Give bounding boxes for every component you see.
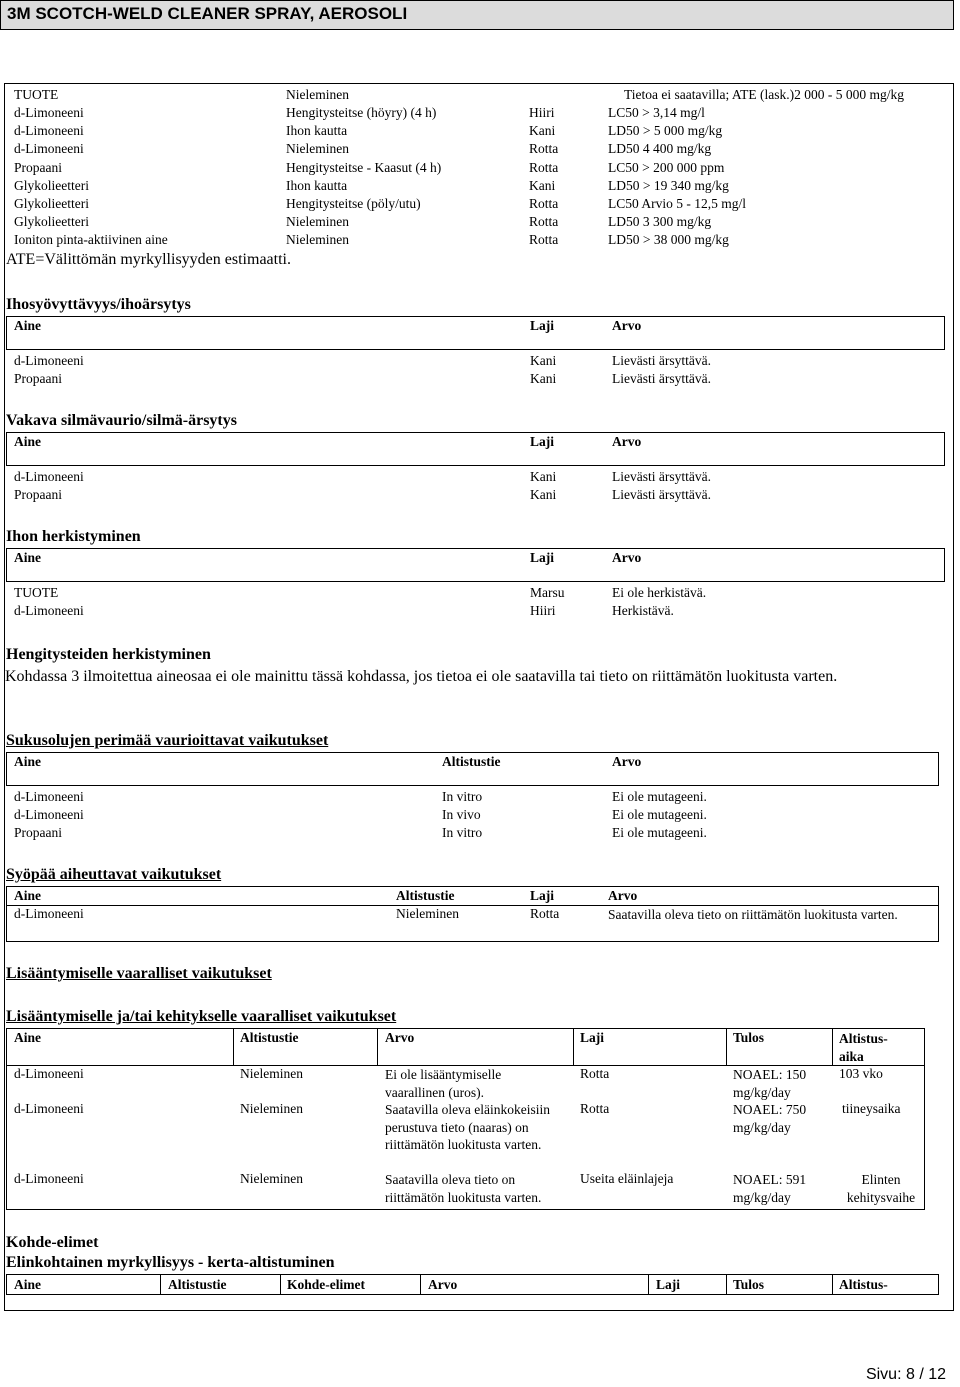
carcinogenicity-heading: Syöpää aiheuttavat vaikutukset: [6, 866, 222, 883]
table-cell: Ei ole mutageeni.: [612, 789, 707, 804]
reproductive-subheading: Lisääntymiselle ja/tai kehitykselle vaaralliset vaikutukset: [6, 1008, 397, 1025]
column-header: Arvo: [385, 1030, 415, 1045]
table-cell: NOAEL: 150 mg/kg/day: [733, 1067, 807, 1100]
table-cell: d-Limoneeni: [14, 1171, 84, 1186]
acute-cell: Ihon kautta: [286, 178, 348, 193]
table-cell: Nieleminen: [240, 1171, 303, 1186]
table-cell: Marsu: [530, 585, 565, 600]
table-cell: In vivo: [442, 807, 481, 822]
table-cell: 103 vko: [839, 1066, 883, 1081]
table-cell: Herkistävä.: [612, 603, 674, 618]
acute-cell: Kani: [529, 123, 556, 138]
acute-cell: Rotta: [529, 232, 559, 247]
acute-cell: Propaani: [14, 160, 62, 175]
acute-cell: Nieleminen: [286, 214, 349, 229]
table-cell: Hiiri: [530, 603, 556, 618]
table-cell: In vitro: [442, 789, 483, 804]
column-header: Aine: [14, 318, 41, 333]
acute-cell: Nieleminen: [286, 87, 349, 102]
table-cell: Propaani: [14, 487, 62, 502]
column-divider: [420, 1274, 421, 1295]
table-cell: d-Limoneeni: [14, 789, 84, 804]
column-divider: [832, 1028, 833, 1066]
column-header: Laji: [580, 1030, 605, 1045]
acute-cell: Rotta: [529, 196, 559, 211]
table-cell: Ei ole mutageeni.: [612, 825, 707, 840]
column-divider: [726, 1274, 727, 1295]
column-header: Tulos: [733, 1277, 765, 1292]
table-cell: Saatavilla oleva tieto on riittämätön luokitusta varten.: [608, 907, 898, 922]
table-cell: Lievästi ärsyttävä.: [612, 469, 711, 484]
table-cell: TUOTE: [14, 585, 59, 600]
column-header: Aine: [14, 888, 41, 903]
column-header: Laji: [656, 1277, 681, 1292]
table-cell: NOAEL: 750 mg/kg/day: [733, 1102, 807, 1135]
column-header: Altistustie: [168, 1277, 227, 1292]
ate-note: ATE=Välittömän myrkyllisyyden estimaatti.: [6, 251, 291, 268]
table-cell: d-Limoneeni: [14, 603, 84, 618]
column-header: Laji: [530, 434, 555, 449]
table-cell: NOAEL: 591 mg/kg/day: [733, 1172, 807, 1205]
column-header: Kohde-elimet: [287, 1277, 365, 1292]
column-header: Altistustie: [442, 754, 501, 769]
skin-sensitization-heading: Ihon herkistyminen: [6, 528, 141, 545]
table-cell: d-Limoneeni: [14, 1066, 84, 1081]
acute-cell: Rotta: [529, 160, 559, 175]
acute-cell: Rotta: [529, 141, 559, 156]
column-divider: [573, 1028, 574, 1066]
target-organs-header-row: [6, 1274, 939, 1295]
table-cell: Saatavilla oleva eläinkokeisiin perustuva tieto (naaras) on riittämätön luokitusta varten.: [385, 1102, 550, 1152]
acute-cell: LC50 > 3,14 mg/l: [608, 105, 705, 120]
column-header: Laji: [530, 318, 555, 333]
table-cell: tiineysaika: [842, 1101, 901, 1116]
column-header: Arvo: [428, 1277, 458, 1292]
table-cell: Lievästi ärsyttävä.: [612, 371, 711, 386]
column-header: Laji: [530, 550, 555, 565]
column-divider: [726, 1028, 727, 1066]
table-cell: Saatavilla oleva tieto on riittämätön luokitusta varten.: [385, 1172, 542, 1205]
acute-cell: d-Limoneeni: [14, 141, 84, 156]
acute-cell: LD50 4 400 mg/kg: [608, 141, 712, 156]
acute-cell: Glykolieetteri: [14, 214, 89, 229]
acute-cell: Tietoa ei saatavilla; ATE (lask.)2 000 - 5 000 mg/kg: [624, 87, 904, 102]
target-organs-subheading: Elinkohtainen myrkyllisyys - kerta-altistuminen: [6, 1254, 335, 1271]
acute-cell: LD50 > 5 000 mg/kg: [608, 123, 723, 138]
column-header: Aine: [14, 550, 41, 565]
table-cell: Rotta: [530, 906, 560, 921]
acute-cell: Hiiri: [529, 105, 555, 120]
table-cell: d-Limoneeni: [14, 353, 84, 368]
column-header: Altistustie: [396, 888, 455, 903]
acute-cell: LD50 > 19 340 mg/kg: [608, 178, 729, 193]
table-cell: d-Limoneeni: [14, 1101, 84, 1116]
column-divider: [648, 1274, 649, 1295]
document-header: [0, 0, 954, 30]
acute-cell: Ihon kautta: [286, 123, 348, 138]
column-divider: [233, 1028, 234, 1066]
table-cell: Ei ole herkistävä.: [612, 585, 707, 600]
column-header: Altistus-: [839, 1277, 888, 1292]
acute-cell: Glykolieetteri: [14, 196, 89, 211]
column-header: Aine: [14, 1030, 41, 1045]
column-header: Arvo: [608, 888, 638, 903]
column-header: Laji: [530, 888, 555, 903]
column-header: Arvo: [612, 434, 642, 449]
acute-cell: Nieleminen: [286, 141, 349, 156]
resp-sensitization-text: Kohdassa 3 ilmoitettua aineosaa ei ole mainittu tässä kohdassa, jos tietoa ei ole saatavilla tai tieto on riittämätön luokitusta varten.: [5, 668, 838, 685]
table-cell: Elinten kehitysvaihe: [846, 1172, 916, 1205]
reproductive-heading: Lisääntymiselle vaaralliset vaikutukset: [6, 965, 272, 982]
germ-cell-heading: Sukusolujen perimää vaurioittavat vaikutukset: [6, 732, 329, 749]
eye-damage-heading: Vakava silmävaurio/silmä-ärsytys: [6, 412, 237, 429]
table-header-row: [6, 1028, 925, 1066]
column-header: Arvo: [612, 550, 642, 565]
skin-irritation-heading: Ihosyövyttävyys/ihoärsytys: [6, 296, 191, 313]
acute-cell: Kani: [529, 178, 556, 193]
table-cell: Ei ole lisääntymiselle vaarallinen (uros).: [385, 1067, 502, 1100]
table-header-box: [6, 316, 945, 350]
table-cell: d-Limoneeni: [14, 807, 84, 822]
acute-cell: LC50 Arvio 5 - 12,5 mg/l: [608, 196, 746, 211]
acute-cell: LD50 > 38 000 mg/kg: [608, 232, 729, 247]
target-organs-heading: Kohde-elimet: [6, 1234, 99, 1251]
table-cell: Propaani: [14, 371, 62, 386]
table-cell: Propaani: [14, 825, 62, 840]
table-cell: d-Limoneeni: [14, 469, 84, 484]
acute-cell: Glykolieetteri: [14, 178, 89, 193]
column-header: Altistus-aika: [839, 1031, 888, 1064]
table-cell: In vitro: [442, 825, 483, 840]
acute-cell: LC50 > 200 000 ppm: [608, 160, 725, 175]
acute-cell: TUOTE: [14, 87, 59, 102]
table-cell: Lievästi ärsyttävä.: [612, 487, 711, 502]
acute-cell: Hengitysteitse (pöly/utu): [286, 196, 421, 211]
acute-cell: Rotta: [529, 214, 559, 229]
table-header-row: [6, 886, 939, 906]
acute-cell: Hengitysteitse - Kaasut (4 h): [286, 160, 442, 175]
column-header: Aine: [14, 434, 41, 449]
column-header: Arvo: [612, 754, 642, 769]
column-header: Altistustie: [240, 1030, 299, 1045]
column-divider: [280, 1274, 281, 1295]
acute-cell: Ioniton pinta-aktiivinen aine: [14, 232, 168, 247]
column-divider: [377, 1028, 378, 1066]
table-cell: Lievästi ärsyttävä.: [612, 353, 711, 368]
table-cell: Kani: [530, 487, 557, 502]
table-cell: Kani: [530, 353, 557, 368]
table-cell: Kani: [530, 371, 557, 386]
table-cell: Ei ole mutageeni.: [612, 807, 707, 822]
resp-sensitization-heading: Hengitysteiden herkistyminen: [6, 646, 211, 663]
column-header: Aine: [14, 1277, 41, 1292]
table-cell: Nieleminen: [240, 1066, 303, 1081]
acute-cell: d-Limoneeni: [14, 123, 84, 138]
column-header: Aine: [14, 754, 41, 769]
acute-cell: Nieleminen: [286, 232, 349, 247]
document-title: 3M SCOTCH-WELD CLEANER SPRAY, AEROSOLI: [7, 4, 408, 23]
table-cell: Kani: [530, 469, 557, 484]
column-divider: [160, 1274, 161, 1295]
acute-cell: LD50 3 300 mg/kg: [608, 214, 712, 229]
table-cell: Useita eläinlajeja: [580, 1171, 674, 1186]
column-header: Tulos: [733, 1030, 765, 1045]
table-header-box: [6, 432, 945, 466]
page-number: Sivu: 8 / 12: [865, 1366, 946, 1383]
column-header: Arvo: [612, 318, 642, 333]
acute-cell: d-Limoneeni: [14, 105, 84, 120]
table-cell: Nieleminen: [240, 1101, 303, 1116]
acute-cell: Hengitysteitse (höyry) (4 h): [286, 105, 437, 120]
table-header-box: [6, 548, 945, 582]
table-cell: d-Limoneeni: [14, 906, 84, 921]
column-divider: [832, 1274, 833, 1295]
table-cell: Rotta: [580, 1066, 610, 1081]
table-cell: Nieleminen: [396, 906, 459, 921]
table-cell: Rotta: [580, 1101, 610, 1116]
